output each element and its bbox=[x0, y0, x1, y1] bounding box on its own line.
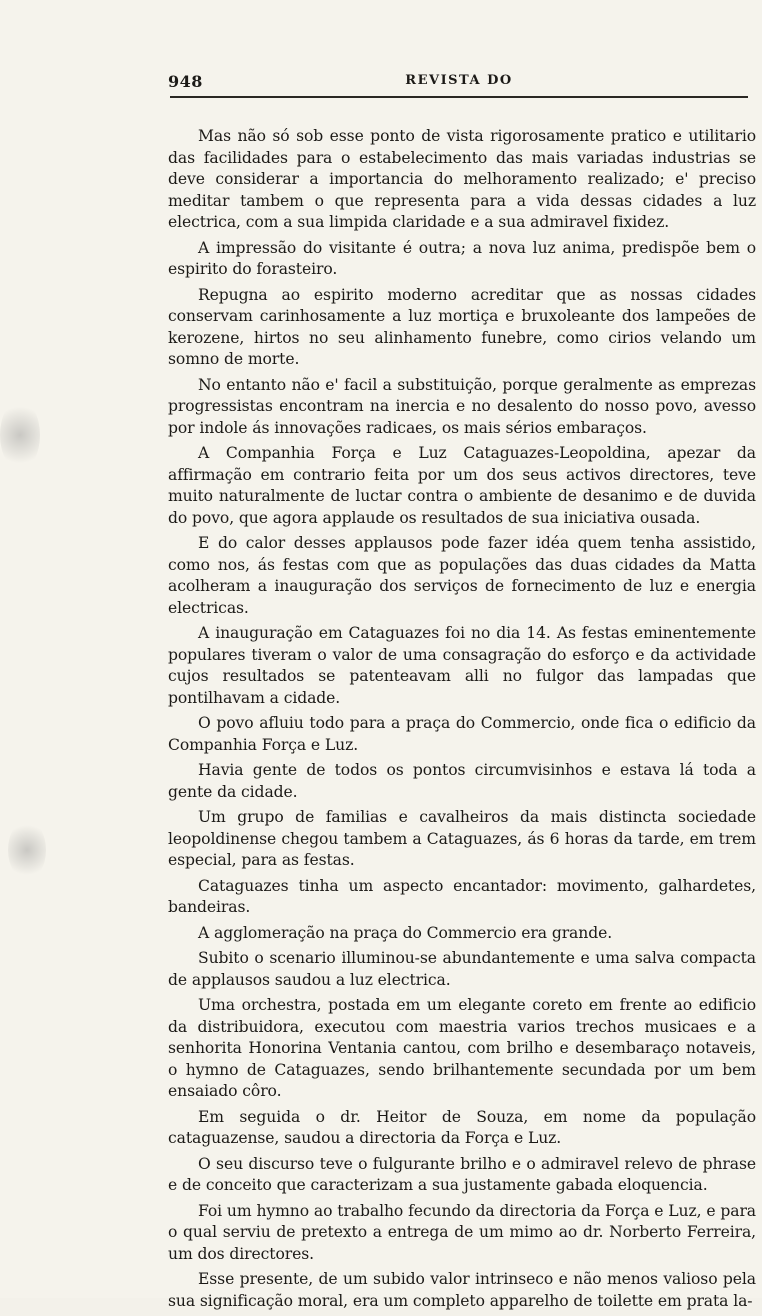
paragraph: A impressão do visitante é outra; a nova luz anima, predispõe bem o espirito do forasteiro. bbox=[168, 238, 756, 278]
paragraph: Repugna ao espirito moderno acreditar que as nossas cidades conservam carinhosamente a luz mortiça e bruxoleante dos lampeões de kerozene, hirtos no seu alinhamento funebre, como cirios velando um somno de morte. bbox=[168, 285, 756, 368]
paragraph: A inauguração em Cataguazes foi no dia 14. As festas eminentemente populares tiveram o valor de uma consagração do esforço e da actividade cujos resultados se patenteavam alli no fulgor das lampadas que pontilhavam a cidade. bbox=[168, 624, 756, 707]
paragraph: Em seguida o dr. Heitor de Souza, em nome da população cataguazense, saudou a directoria da Força e Luz. bbox=[168, 1107, 756, 1147]
page-header bbox=[168, 72, 750, 94]
paragraph: A agglomeração na praça do Commercio era grande. bbox=[198, 923, 613, 942]
header-rule bbox=[170, 96, 748, 98]
page-number: 948 bbox=[168, 72, 203, 91]
paragraph: Uma orchestra, postada em um elegante coreto em frente ao edificio da distribuidora, executou com maestria varios trechos musicaes e a senhorita Honorina Ventania cantou, com brilho e desembaraço notaveis, o hymno de Cataguazes, sendo brilhantemente secundada por um bem ensaiado côro. bbox=[168, 996, 756, 1100]
paragraph: Mas não só sob esse ponto de vista rigorosamente pratico e utilitario das facilidades para o estabelecimento das mais variadas industrias se deve considerar a importancia do melhoramento realizado; e' preciso meditar tambem o que representa para a vida dessas cidades a luz electrica, com a sua limpida claridade e a sua admiravel fixidez. bbox=[168, 127, 756, 231]
paragraph: No entanto não e' facil a substituição, porque geralmente as emprezas progressistas encontram na inercia e no desalento do nosso povo, avesso por indole ás innovações radicaes, os mais sérios embaraços. bbox=[168, 375, 756, 437]
paragraph: O povo afluiu todo para a praça do Commercio, onde fica o edificio da Companhia Força e Luz. bbox=[168, 714, 756, 754]
running-title: REVISTA DO bbox=[405, 73, 513, 88]
paragraph: Cataguazes tinha um aspecto encantador: movimento, galhardetes, bandeiras. bbox=[168, 876, 756, 916]
paragraph: Esse presente, de um subido valor intrinseco e não menos valioso pela sua significação moral, era um completo apparelho de toilette em prata la- bbox=[168, 1270, 756, 1310]
paragraph: Subito o scenario illuminou-se abundantemente e uma salva compacta de applausos saudou a luz electrica. bbox=[168, 949, 756, 989]
paragraph: A Companhia Força e Luz Cataguazes-Leopoldina, apezar da affirmação em contrario feita por um dos seus activos directores, teve muito naturalmente de luctar contra o ambiente de desanimo e de duvida do povo, que agora applaude os resultados de sua iniciativa ousada. bbox=[168, 444, 756, 527]
margin-smudge bbox=[8, 820, 46, 880]
paragraph: Foi um hymno ao trabalho fecundo da directoria da Força e Luz, e para o qual serviu de pretexto a entrega de um mimo ao dr. Norberto Ferreira, um dos directores. bbox=[168, 1201, 756, 1263]
paragraph: Um grupo de familias e cavalheiros da mais distincta sociedade leopoldinense chegou tambem a Cataguazes, ás 6 horas da tarde, em trem especial, para as festas. bbox=[168, 808, 756, 869]
paragraph: O seu discurso teve o fulgurante brilho e o admiravel relevo de phrase e de conceito que caracterizam a sua justamente gabada eloquencia. bbox=[168, 1154, 756, 1194]
article-body bbox=[168, 126, 756, 1316]
margin-smudge bbox=[0, 400, 40, 470]
paragraph: E do calor desses applausos pode fazer idéa quem tenha assistido, como nos, ás festas com que as populações das duas cidades da Matta acolheram a inauguração dos serviços de fornecimento de luz e energia electricas. bbox=[168, 534, 756, 617]
paragraph: Havia gente de todos os pontos circumvisinhos e estava lá toda a gente da cidade. bbox=[168, 761, 756, 801]
